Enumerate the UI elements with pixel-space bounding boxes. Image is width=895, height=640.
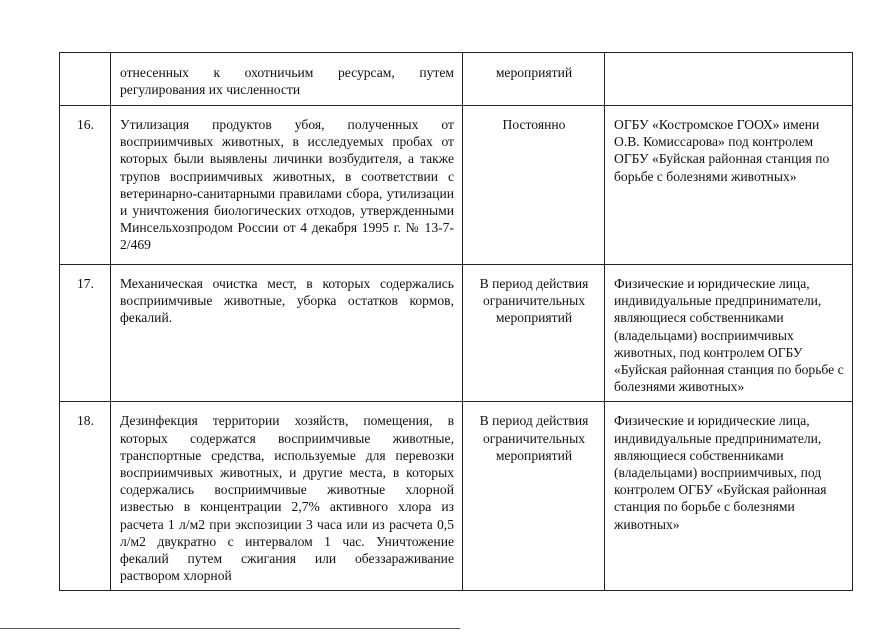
row-number [60, 53, 111, 106]
table-row [60, 265, 853, 402]
activity-cell: Механическая очистка мест, в которых содержались восприимчивые животные, уборка остатков кормов, фекалий. [111, 265, 463, 402]
responsible-cell: Физические и юридические лица, индивидуальные предприниматели, являющиеся собственниками (владельцами) восприимчивых животных, под контролем ОГБУ «Буйская районная станция по борьбе с болезнями животных» [605, 265, 853, 402]
activity-cell: Утилизация продуктов убоя, полученных от восприимчивых животных, в исследуемых пробах от которых были выявлены личинки возбудителя, а также трупов восприимчивых животных, в соответствии с ветеринарно-санитарными правилами сбора, утилизации и уничтожения биологических отходов, утвержденными Минсельхозпродом России от 4 декабря 1995 г. № 13-7-2/469 [111, 106, 463, 265]
measures-table [59, 52, 853, 591]
table-row [60, 106, 853, 265]
row-number: 16. [60, 106, 111, 265]
table-row [60, 402, 853, 591]
term-cell: В период действия ограничительных мероприятий [463, 265, 605, 402]
term-cell: Постоянно [463, 106, 605, 265]
page-bottom-rule [0, 628, 460, 629]
activity-cell: отнесенных к охотничьим ресурсам, путем регулирования их численности [111, 53, 463, 106]
activity-cell: Дезинфекция территории хозяйств, помещения, в которых содержатся восприимчивые животные, транспортные средства, используемые для перевозки восприимчивых животных, и другие места, в которых содержались восприимчивые животные хлорной известью в концентрации 2,7% активного хлора из расчета 1 л/м2 при экспозиции 3 часа или из расчета 0,5 л/м2 двукратно с интервалом 1 час. Уничтожение фекалий путем сжигания или обеззараживание раствором хлорной [111, 402, 463, 591]
row-number: 17. [60, 265, 111, 402]
term-cell: мероприятий [463, 53, 605, 106]
responsible-cell [605, 53, 853, 106]
responsible-cell: Физические и юридические лица, индивидуальные предприниматели, являющиеся собственниками (владельцами) восприимчивых, под контролем ОГБУ «Буйская районная станция по борьбе с болезнями животных» [605, 402, 853, 591]
row-number: 18. [60, 402, 111, 591]
table-row [60, 53, 853, 106]
term-cell: В период действия ограничительных мероприятий [463, 402, 605, 591]
responsible-cell: ОГБУ «Костромское ГООХ» имени О.В. Комиссарова» под контролем ОГБУ «Буйская районная станция по борьбе с болезнями животных» [605, 106, 853, 265]
